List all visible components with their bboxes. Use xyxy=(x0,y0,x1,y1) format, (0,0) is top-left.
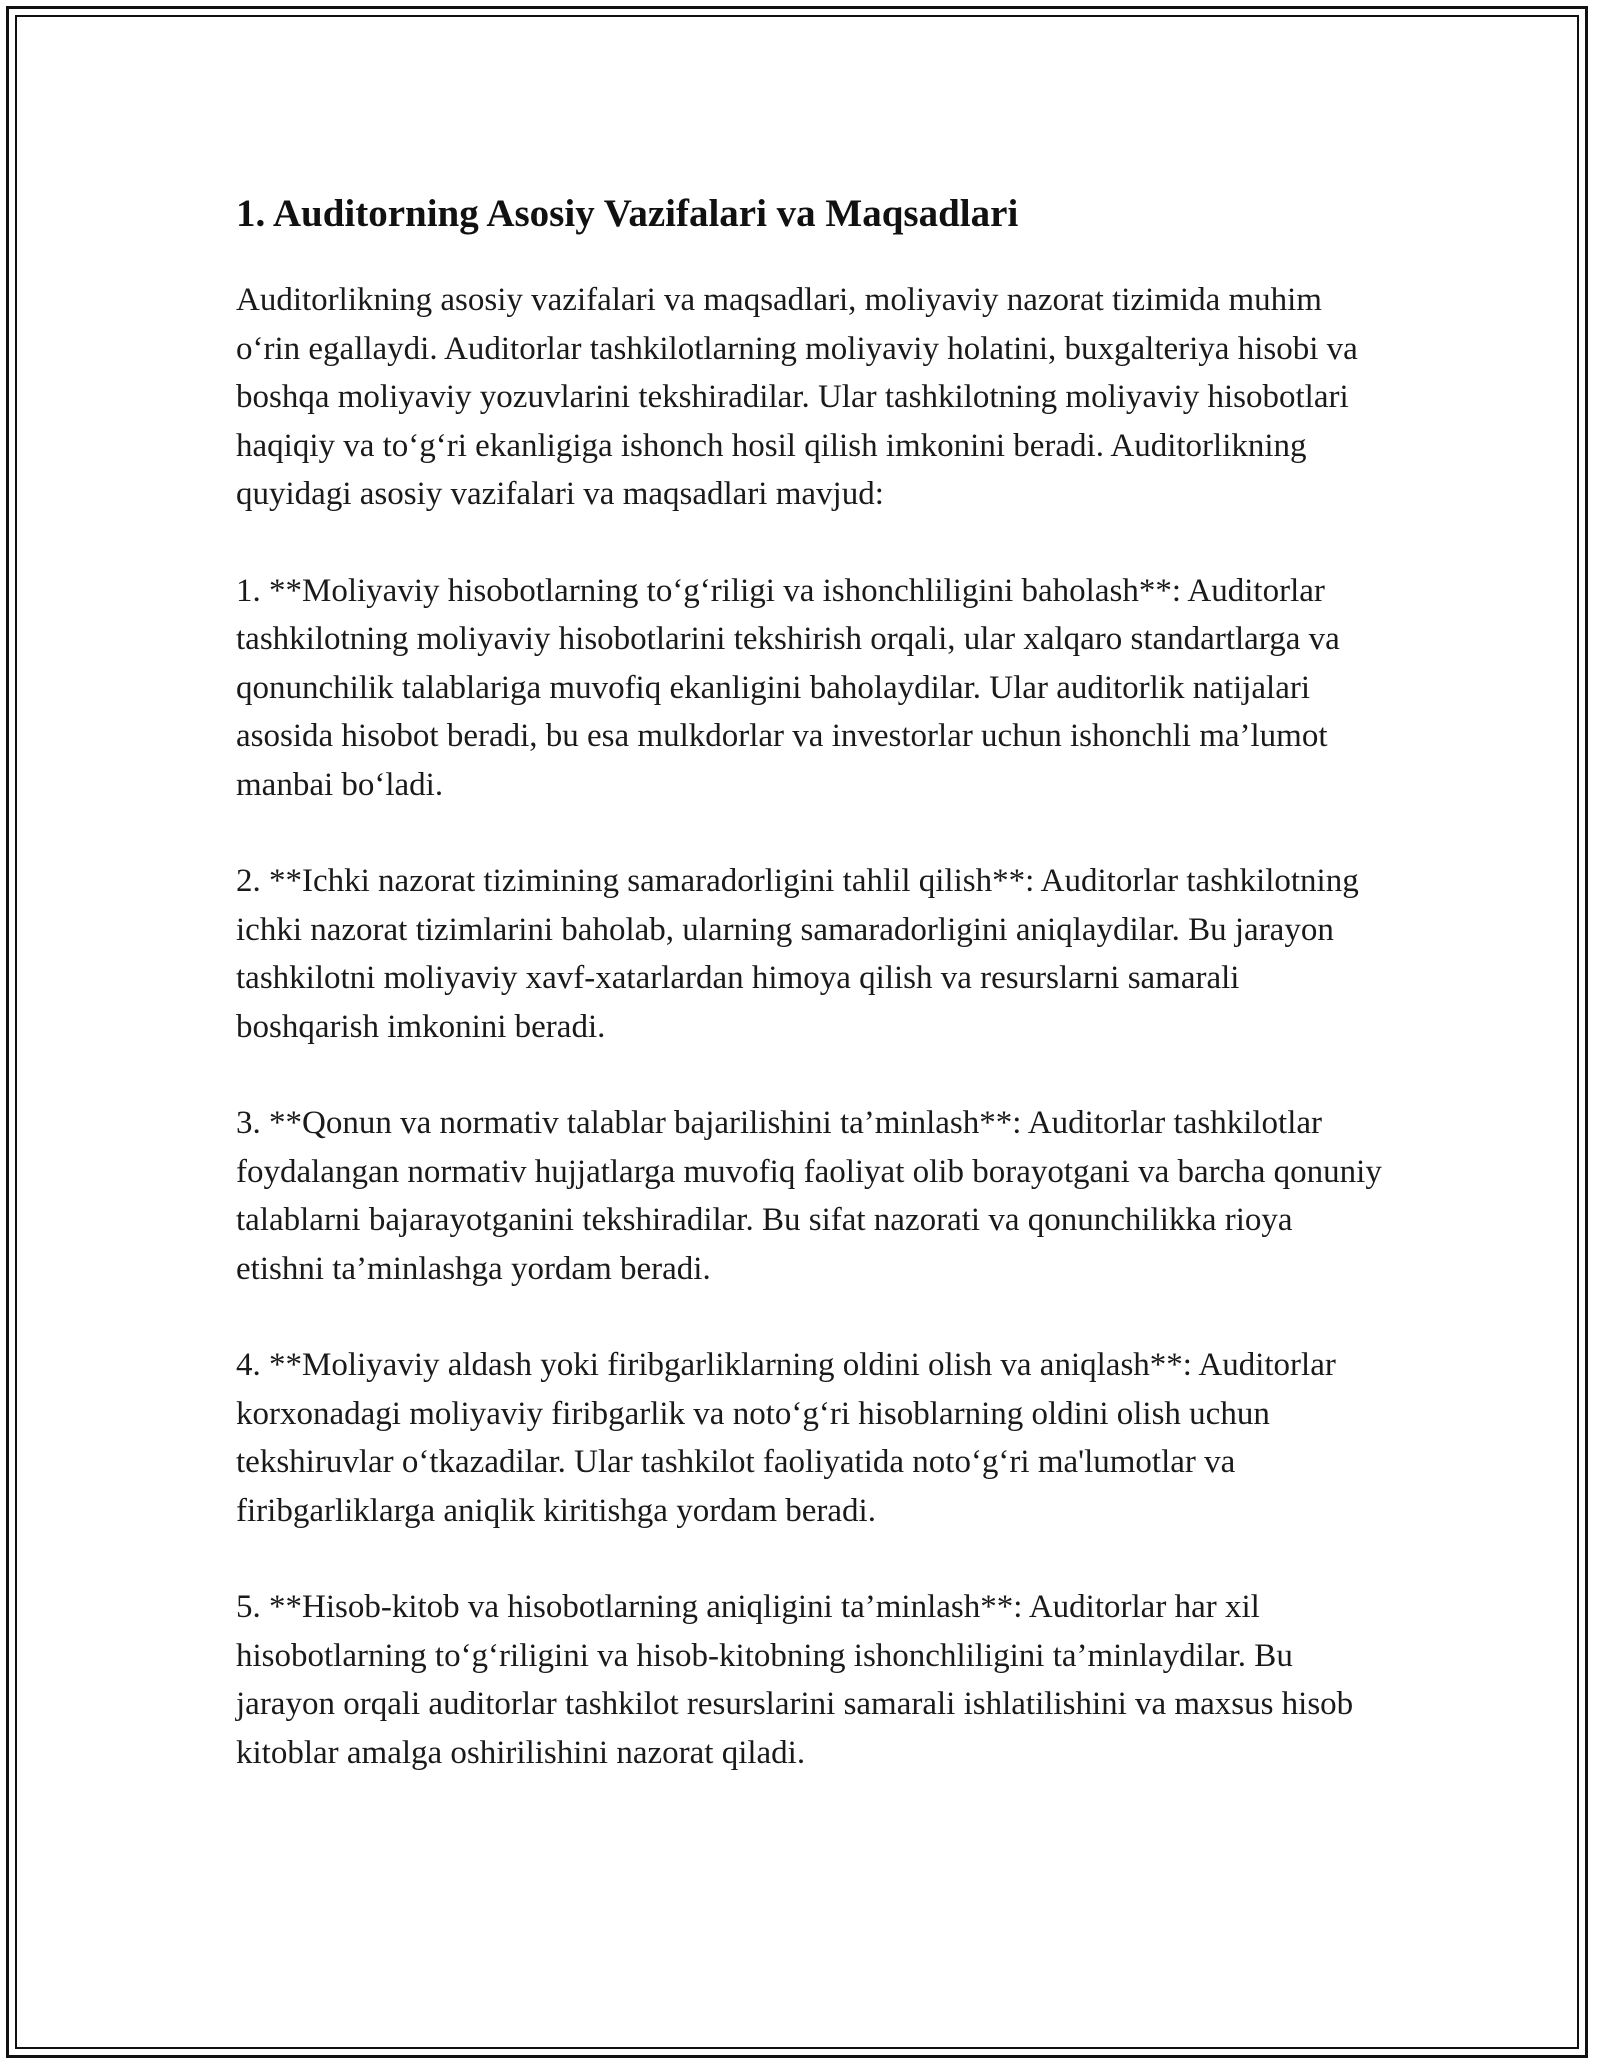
list-item-4: 4. **Moliyaviy aldash yoki firibgarliklarning oldini olish va aniqlash**: Auditorlar korxonadagi moliyaviy firibgarlik va noto‘g‘ri hisoblarning oldini olish uchun tekshiruvlar o‘tkazadilar. Ular tashkilot faoliyatida noto‘g‘ri ma'lumotlar va firibgarliklarga aniqlik kiritishga yordam beradi. xyxy=(236,1347,1336,1529)
list-item-2: 2. **Ichki nazorat tizimining samaradorligini tahlil qilish**: Auditorlar tashkilotning ichki nazorat tizimlarini baholab, ularning samaradorligini aniqlaydilar. Bu jarayon tashkilotni moliyaviy xavf-xatarlardan himoya qilish va resurslarni samarali boshqarish imkonini beradi. xyxy=(236,863,1359,1045)
list-item-1: 1. **Moliyaviy hisobotlarning to‘g‘riligi va ishonchliligini baholash**: Auditorlar tashkilotning moliyaviy hisobotlarini tekshirish orqali, ular xalqaro standartlarga va qonunchilik talablariga muvofiq ekanligini baholaydilar. Ular auditorlik natijalari asosida hisobot beradi, bu esa mulkdorlar va investorlar uchun ishonchli ma’lumot manbai bo‘ladi. xyxy=(236,572,1340,803)
intro-paragraph: Auditorlikning asosiy vazifalari va maqsadlari, moliyaviy nazorat tizimida muhim o‘rin egallaydi. Auditorlar tashkilotlarning moliyaviy holatini, buxgalteriya hisobi va boshqa moliyaviy yozuvlarini tekshiradilar. Ular tashkilotning moliyaviy hisobotlari haqiqiy va to‘g‘ri ekanligiga ishonch hosil qilish imkonini beradi. Auditorlikning quyidagi asosiy vazifalari va maqsadlari mavjud: xyxy=(236,282,1358,512)
section-title: 1. Auditorning Asosiy Vazifalari va Maqsadlari xyxy=(236,192,1019,235)
document-body xyxy=(236,186,1386,1825)
list-item-5: 5. **Hisob-kitob va hisobotlarning aniqligini ta’minlash**: Auditorlar har xil hisobotlarning to‘g‘riligini va hisob-kitobning ishonchliligini ta’minlaydilar. Bu jarayon orqali auditorlar tashkilot resurslarini samarali ishlatilishini va maxsus hisob kitoblar amalga oshirilishini nazorat qiladi. xyxy=(236,1589,1354,1771)
list-item-3: 3. **Qonun va normativ talablar bajarilishini ta’minlash**: Auditorlar tashkilotlar foydalangan normativ hujjatlarga muvofiq faoliyat olib borayotgani va barcha qonuniy talablarni bajarayotganini tekshiradilar. Bu sifat nazorati va qonunchilikka rioya etishni ta’minlashga yordam beradi. xyxy=(236,1105,1382,1287)
